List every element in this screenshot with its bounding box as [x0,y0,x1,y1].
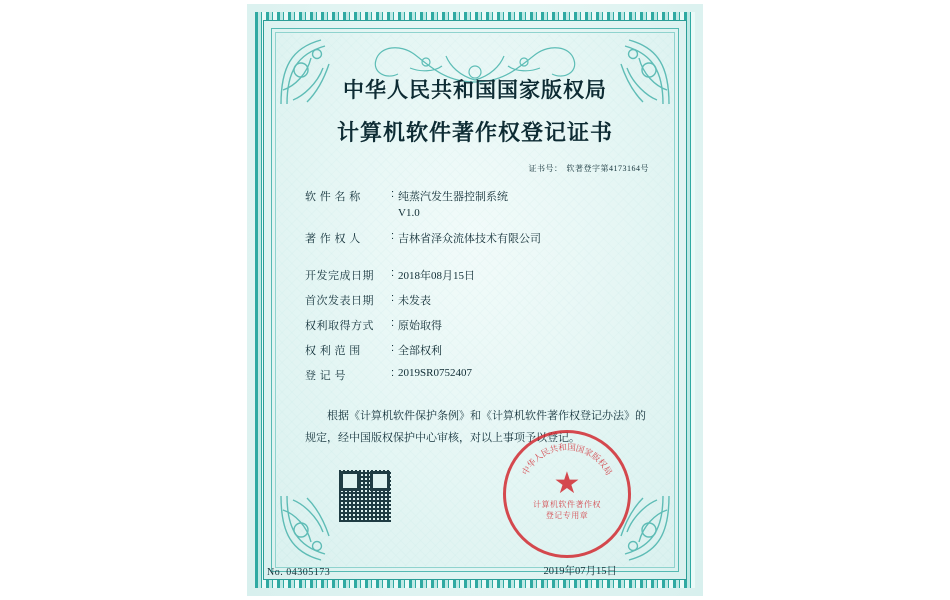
field-row [305,188,663,219]
field-label: 开发完成日期 [305,270,374,282]
issue-date: 2019年07月15日 [543,566,617,577]
field-value [398,188,663,219]
certificate-sheet [247,4,703,596]
field-value: 原始取得 [398,320,442,332]
field-row [305,292,663,308]
field-colon: : [391,188,395,200]
field-colon: : [391,292,395,304]
field-value: 未发表 [398,295,431,307]
field-label: 登 记 号 [305,370,346,382]
seal-arc-char: 和 [557,441,568,453]
serial-label: No. [267,567,284,578]
field-label: 著 作 权 人 [305,233,361,245]
field-label: 权 利 范 围 [305,345,361,357]
seal-arc-char: 局 [601,464,615,477]
field-colon: : [391,367,395,379]
field-colon: : [391,342,395,354]
statement-line-1: 根据《计算机软件保护条例》和《计算机软件著作权登记办法》的 [327,410,646,422]
certificate-number-label: 证书号： [528,164,563,173]
certificate-number-value: 软著登字第4173164号 [566,164,649,173]
field-row [305,230,663,246]
statement-line-2: 规定，经中国版权保护中心审核，对以上事项予以登记。 [305,432,580,444]
field-row [305,342,663,358]
seal-line-2: 登记专用章 [545,511,589,520]
field-value: 2018年08月15日 [398,270,475,282]
seal-arc-char: 中 [519,464,533,477]
seal-arc-char: 华 [524,456,539,470]
page-subtitle: 计算机软件著作权登记证书 [336,120,613,145]
seal-line-1: 计算机软件著作权 [533,500,601,509]
serial-number [267,567,330,578]
field-label: 权利取得方式 [305,320,374,332]
seal-arc-char: 国 [566,441,577,453]
seal-arc-char: 国 [574,442,586,455]
qr-code-icon [339,470,391,522]
seal-arc-char: 人 [531,450,545,464]
field-row [305,267,663,283]
field-row [305,367,663,383]
certificate-number [287,163,663,174]
official-seal [503,430,631,558]
field-value: 全部权利 [398,345,442,357]
serial-value: 04305173 [286,567,331,578]
field-label: 软 件 名 称 [305,191,361,203]
field-value-line1: 纯蒸汽发生器控制系统 [398,191,508,203]
page-title: 中华人民共和国国家版权局 [343,78,607,102]
field-colon: : [391,267,395,279]
field-value-line2: V1.0 [398,207,420,219]
star-icon: ★ [553,467,581,500]
seal-arc-char: 版 [589,450,603,464]
field-spacer [305,257,663,267]
seal-arc-char: 民 [539,445,552,459]
field-value: 2019SR0752407 [398,367,472,379]
field-row [305,317,663,333]
seal-arc-char: 家 [582,445,595,459]
seal-center-text [506,499,628,521]
seal-arc-char: 权 [595,456,610,470]
field-colon: : [391,230,395,242]
field-label: 首次发表日期 [305,295,374,307]
fields-list [287,188,663,383]
field-colon: : [391,317,395,329]
field-value: 吉林省泽众流体技术有限公司 [398,233,541,245]
seal-arc-char: 共 [548,442,560,455]
